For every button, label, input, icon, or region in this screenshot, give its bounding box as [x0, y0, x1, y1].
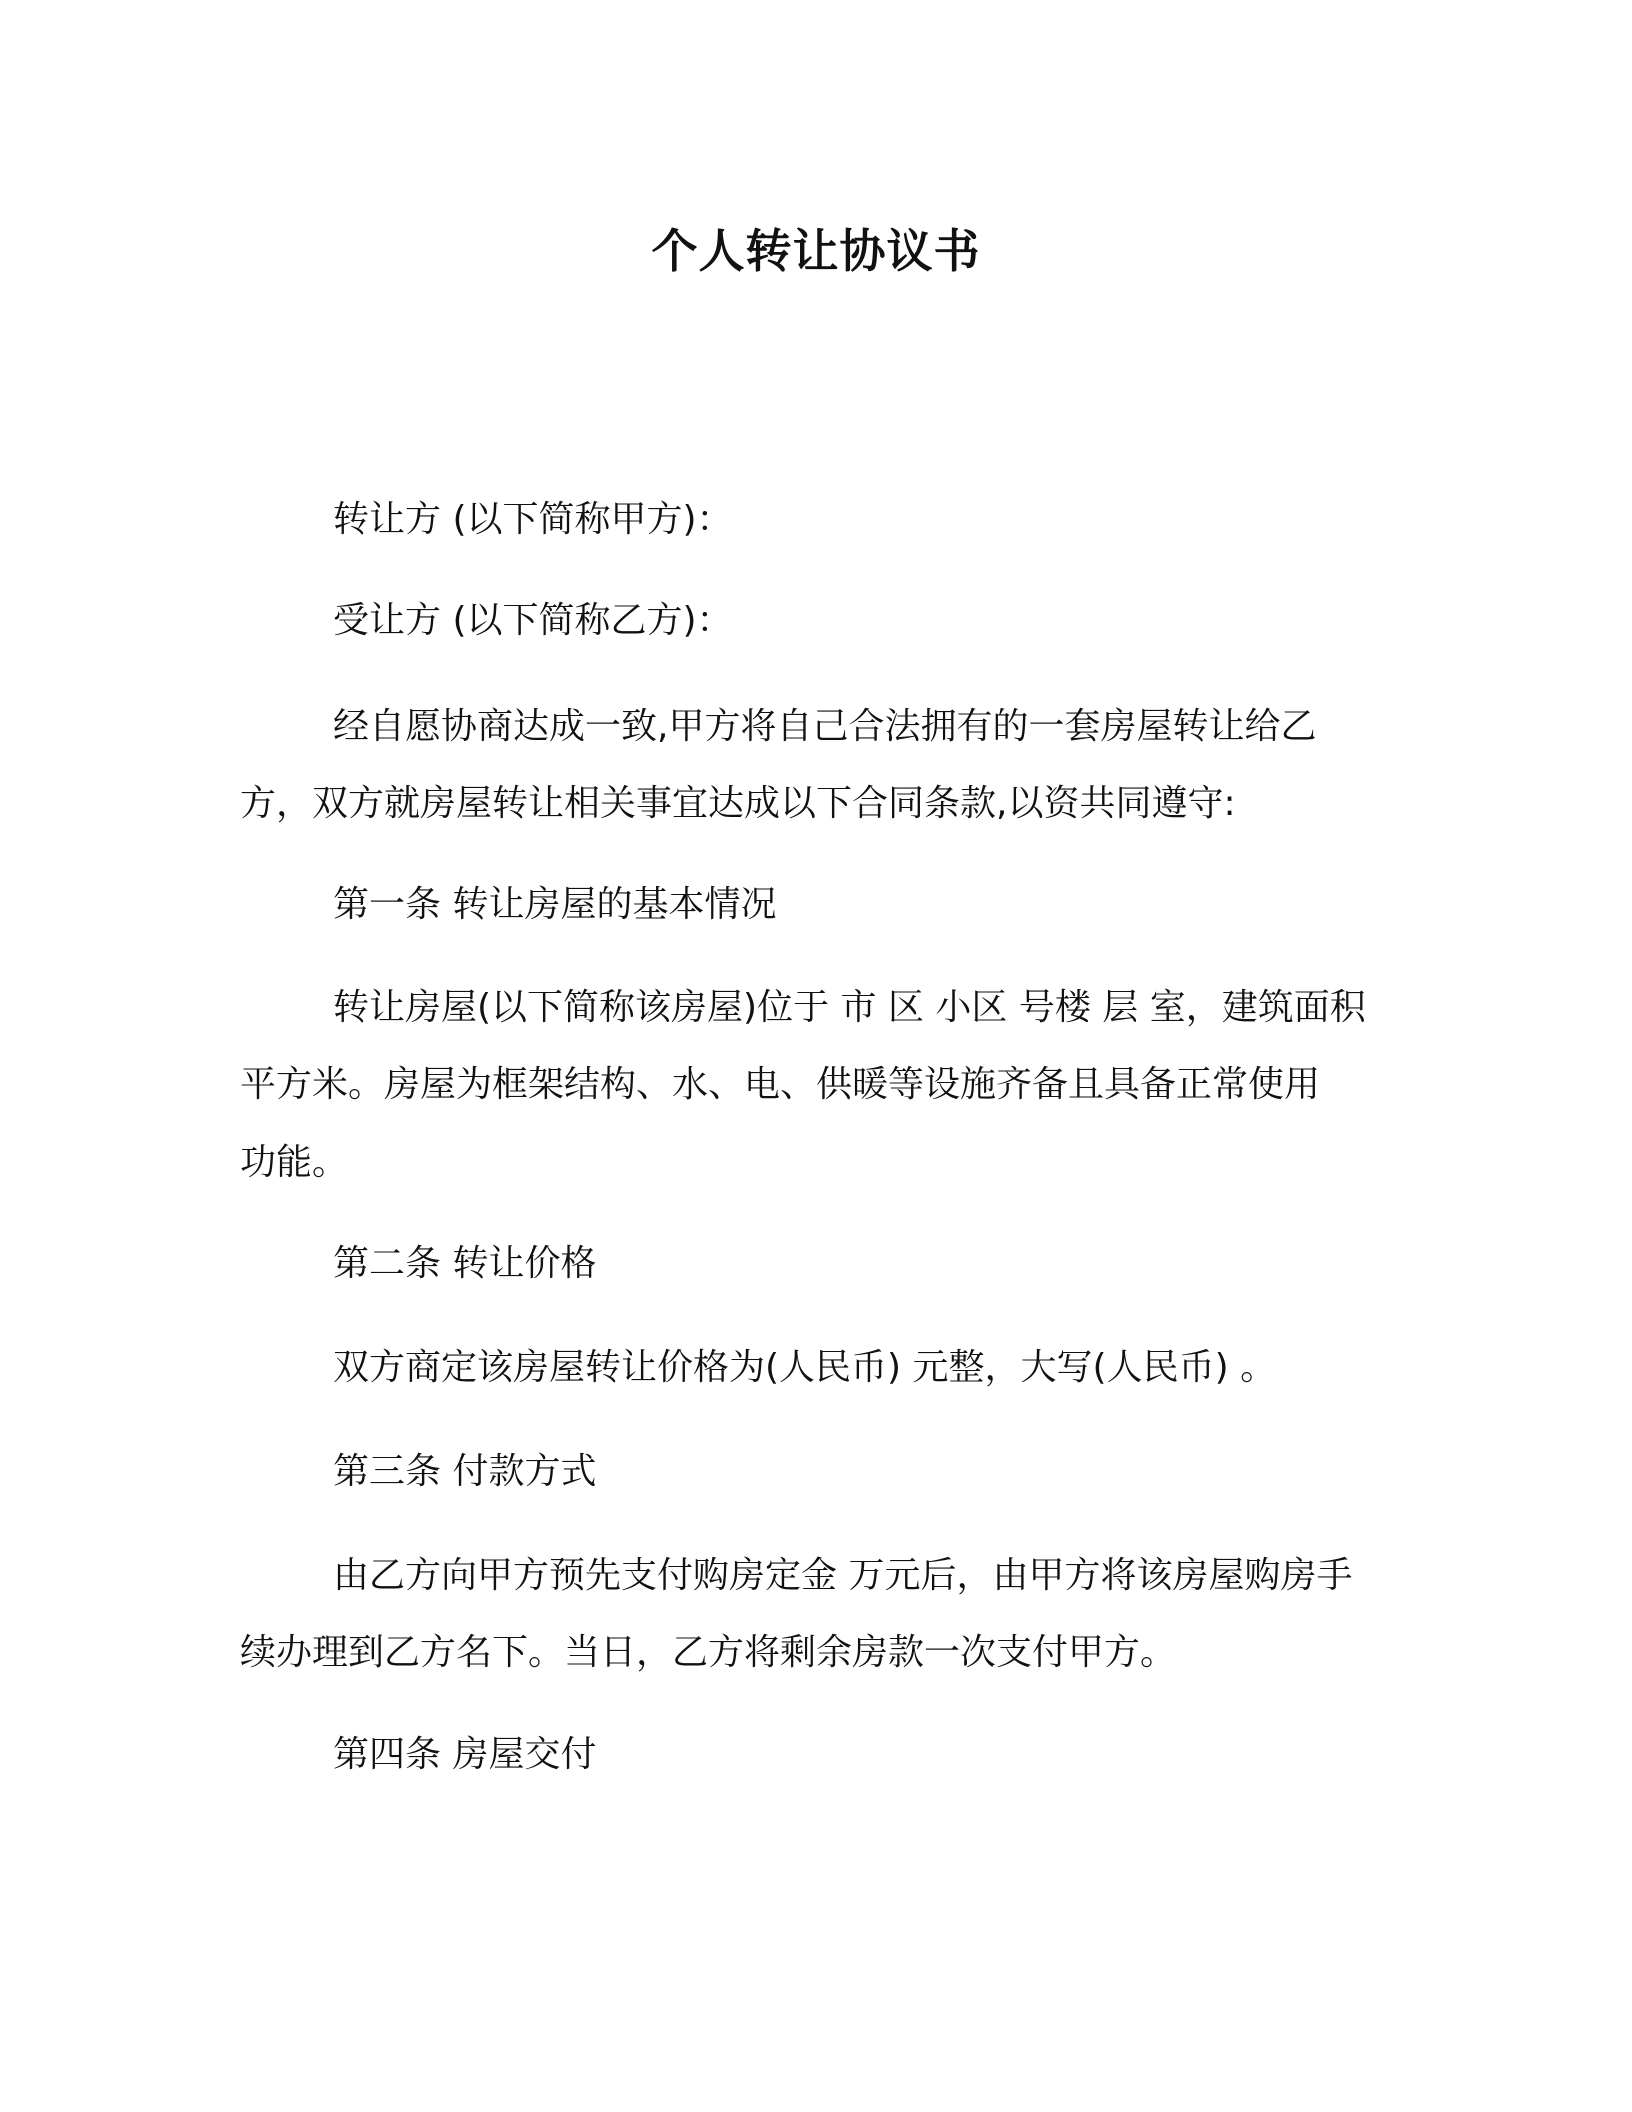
document-title: 个人转让协议书 [651, 224, 981, 278]
article-2-heading: 第二条 转让价格 [333, 1243, 597, 1284]
article-1-heading: 第一条 转让房屋的基本情况 [333, 884, 777, 925]
article-1-body-line: 平方米。房屋为框架结构、水、电、供暖等设施齐备且具备正常使用 [240, 1064, 1321, 1105]
article-4-heading: 第四条 房屋交付 [333, 1734, 597, 1775]
preamble-line: 经自愿协商达成一致,甲方将自己合法拥有的一套房屋转让给乙 [333, 706, 1317, 747]
preamble-line: 方，双方就房屋转让相关事宜达成以下合同条款,以资共同遵守: [240, 783, 1236, 824]
article-3-body-line: 由乙方向甲方预先支付购房定金 万元后，由甲方将该房屋购房手 [333, 1555, 1353, 1596]
article-1-body-line: 转让房屋(以下简称该房屋)位于 市 区 小区 号楼 层 室，建筑面积 [333, 987, 1366, 1028]
transferee-line: 受让方 (以下简称乙方)： [333, 600, 733, 641]
article-3-body-line: 续办理到乙方名下。当日，乙方将剩余房款一次支付甲方。 [240, 1632, 1177, 1673]
article-2-body-line: 双方商定该房屋转让价格为(人民币) 元整，大写(人民币) 。 [333, 1347, 1277, 1388]
article-1-body-line: 功能。 [240, 1142, 349, 1183]
transferor-line: 转让方 (以下简称甲方)： [333, 499, 733, 540]
article-3-heading: 第三条 付款方式 [333, 1451, 597, 1492]
